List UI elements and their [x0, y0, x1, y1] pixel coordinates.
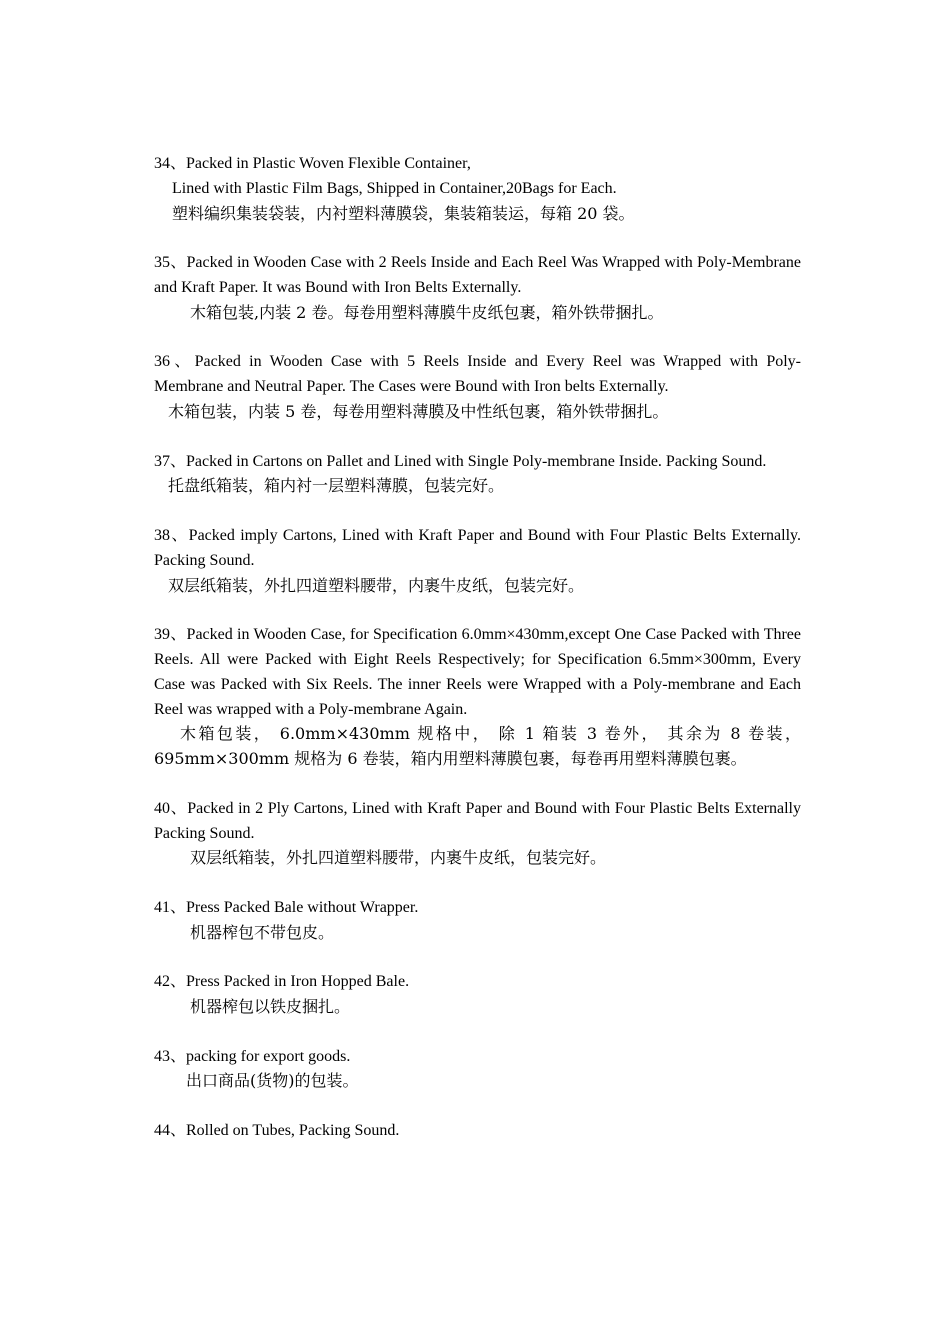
entry-42-chinese: 机器榨包以铁皮捆扎。	[190, 997, 351, 1017]
entry-43-english: 43、packing for export goods.	[154, 1047, 351, 1065]
list-item-44	[154, 1119, 801, 1144]
entry-42-english: 42、Press Packed in Iron Hopped Bale.	[154, 973, 410, 991]
entry-37-english: 37、Packed in Cartons on Pallet and Lined with Single Poly-membrane Inside. Packing Sound.	[154, 452, 767, 470]
entry-35-chinese: 木箱包装,内装 2 卷。每卷用塑料薄膜牛皮纸包裹，箱外铁带捆扎。	[190, 302, 664, 322]
list-item-35	[154, 251, 801, 325]
list-item-38	[154, 524, 801, 598]
entry-34-chinese: 塑料编织集装袋装，内衬塑料薄膜袋，集装箱装运，每箱 20 袋。	[172, 203, 635, 223]
entry-36-english: 36、Packed in Wooden Case with 5 Reels Inside and Every Reel was Wrapped with Poly-Membrane and Neutral Paper. The Cases were Bound with Iron belts Externally.	[154, 353, 801, 396]
document-body	[154, 152, 801, 1169]
list-item-41	[154, 896, 801, 946]
list-item-36	[154, 350, 801, 424]
list-item-39	[154, 623, 801, 772]
list-item-34	[154, 152, 801, 226]
entry-34-english-line-2: Lined with Plastic Film Bags, Shipped in Container,20Bags for Each.	[172, 179, 617, 197]
entry-38-chinese: 双层纸箱装，外扎四道塑料腰带，内裹牛皮纸，包装完好。	[168, 575, 585, 595]
entry-39-english: 39、Packed in Wooden Case, for Specification 6.0mm×430mm,except One Case Packed with Three Reels. All were Packed with Eight Reels Respectively; for Specification 6.5mm×300mm, Every Case was Packed with Six Reels. The inner Reels were Wrapped with a Poly-membrane and Each Reel was wrapped with a Poly-membrane Again.	[154, 626, 801, 718]
entry-35-english: 35、Packed in Wooden Case with 2 Reels Inside and Each Reel Was Wrapped with Poly-Membrane and Kraft Paper. It was Bound with Iron Belts Externally.	[154, 254, 801, 296]
entry-41-english: 41、Press Packed Bale without Wrapper.	[154, 898, 419, 916]
list-item-37	[154, 450, 801, 500]
list-item-40	[154, 797, 801, 871]
entry-41-chinese: 机器榨包不带包皮。	[190, 922, 335, 942]
entry-36-chinese: 木箱包装，内装 5 卷，每卷用塑料薄膜及中性纸包裹，箱外铁带捆扎。	[168, 401, 669, 421]
entry-38-english: 38、Packed imply Cartons, Lined with Kraft Paper and Bound with Four Plastic Belts Externally. Packing Sound.	[154, 526, 801, 569]
entry-44-english: 44、Rolled on Tubes, Packing Sound.	[154, 1122, 400, 1140]
entry-39-chinese: 木箱包装， 6.0mm×430mm 规格中， 除 1 箱装 3 卷外， 其余为 8 卷装，695mm×300mm 规格为 6 卷装，箱内用塑料薄膜包裹，每卷再用塑料薄膜包裹。	[154, 724, 801, 769]
list-item-42	[154, 970, 801, 1020]
list-item-43	[154, 1045, 801, 1095]
entry-43-chinese: 出口商品(货物)的包装。	[186, 1071, 359, 1091]
entry-34-english-line-1: 34、Packed in Plastic Woven Flexible Container,	[154, 155, 471, 172]
entry-37-chinese: 托盘纸箱装，箱内衬一层塑料薄膜，包装完好。	[168, 476, 505, 496]
entry-40-english: 40、Packed in 2 Ply Cartons, Lined with Kraft Paper and Bound with Four Plastic Belts Externally Packing Sound.	[154, 799, 801, 842]
entry-40-chinese: 双层纸箱装，外扎四道塑料腰带，内裹牛皮纸，包装完好。	[190, 848, 607, 868]
